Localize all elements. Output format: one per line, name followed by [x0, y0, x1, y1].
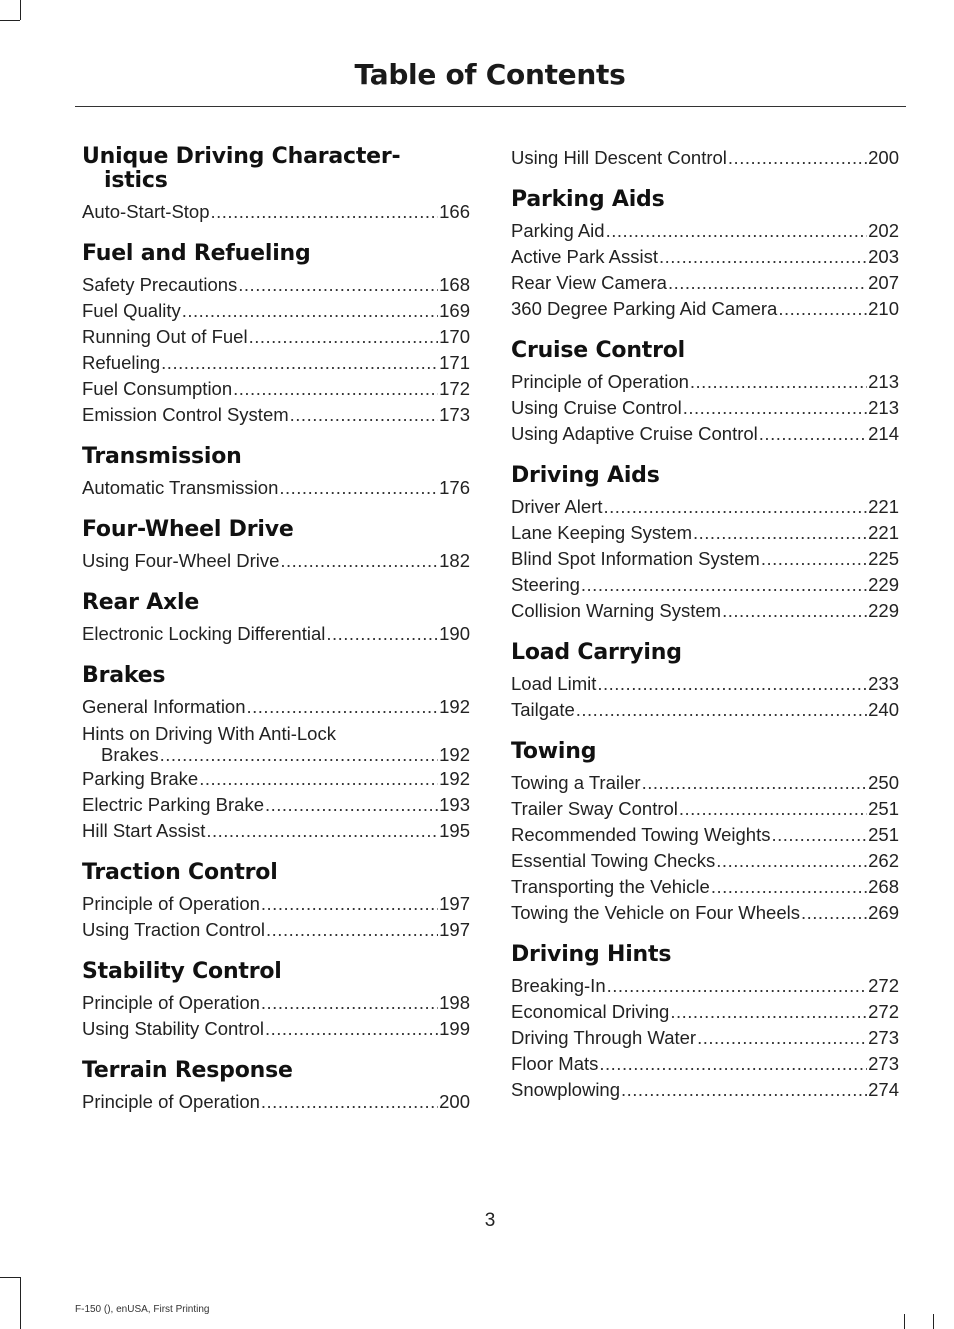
dot-leader [642, 770, 868, 796]
entry-row [82, 1089, 470, 1115]
toc-section [82, 445, 470, 501]
entry-row [511, 296, 899, 322]
toc-entry-link[interactable] [511, 395, 899, 421]
entry-page-number: 198 [439, 992, 470, 1013]
toc-entry-link[interactable] [82, 818, 470, 844]
entry-title: Load Limit [511, 673, 597, 694]
entry-row [82, 199, 470, 225]
toc-entry-link[interactable] [82, 891, 470, 917]
entry-row [82, 548, 470, 574]
entry-title: Tailgate [511, 699, 575, 720]
entry-row [82, 990, 470, 1016]
dot-leader [761, 546, 867, 572]
dot-leader [233, 376, 438, 402]
entry-title: 360 Degree Parking Aid Camera [511, 298, 778, 319]
dot-leader [160, 744, 439, 766]
dot-leader [266, 917, 438, 943]
dot-leader [265, 792, 438, 818]
toc-entry-link[interactable] [511, 822, 899, 848]
toc-section [82, 664, 470, 844]
toc-section [82, 145, 470, 225]
entry-page-number: 195 [439, 820, 470, 841]
dot-leader [621, 1077, 867, 1103]
toc-section [511, 641, 899, 723]
dot-leader [778, 296, 867, 322]
toc-entry-link[interactable] [82, 548, 470, 574]
entry-page-number: 225 [868, 548, 899, 569]
toc-section [511, 943, 899, 1103]
entry-title: Auto-Start-Stop [82, 201, 210, 222]
entry-row [511, 1051, 899, 1077]
entry-page-number: 251 [868, 798, 899, 819]
dot-leader [326, 621, 438, 647]
entry-row [82, 917, 470, 943]
entry-row [82, 376, 470, 402]
toc-entry-link[interactable] [511, 770, 899, 796]
entry-title: Using Traction Control [82, 919, 266, 940]
dot-leader [670, 999, 867, 1025]
entry-page-number: 229 [868, 574, 899, 595]
toc-entry-link[interactable] [511, 494, 899, 520]
entry-page-number: 221 [868, 522, 899, 543]
entry-title: Recommended Towing Weights [511, 824, 771, 845]
dot-leader [261, 990, 438, 1016]
entry-row [82, 324, 470, 350]
entry-page-number: 213 [868, 397, 899, 418]
entry-title: Principle of Operation [511, 371, 689, 392]
crop-mark-top-left-h [0, 20, 20, 21]
section-heading-line: istics [104, 168, 168, 193]
section-heading: Four-Wheel Drive [82, 517, 294, 542]
entry-row [511, 999, 899, 1025]
toc-entry-link[interactable] [82, 766, 470, 792]
entry-title: Hill Start Assist [82, 820, 206, 841]
toc-section [511, 464, 899, 624]
dot-leader [690, 369, 867, 395]
section-heading: Fuel and Refueling [82, 241, 311, 266]
toc-entry-link[interactable] [82, 917, 470, 943]
entry-row [82, 766, 470, 792]
toc-section [82, 518, 470, 574]
dot-leader [581, 572, 867, 598]
entry-row [82, 350, 470, 376]
entry-page-number: 221 [868, 496, 899, 517]
entry-title: Electronic Locking Differential [82, 623, 326, 644]
entry-page-number: 169 [439, 300, 470, 321]
entry-page-number: 229 [868, 600, 899, 621]
dot-leader [683, 395, 867, 421]
entry-title: Parking Aid [511, 220, 605, 241]
entry-row [511, 572, 899, 598]
toc-entry-link[interactable] [511, 296, 899, 322]
toc-entry-link[interactable] [511, 369, 899, 395]
toc-entry-link[interactable] [511, 270, 899, 296]
entry-row [511, 369, 899, 395]
entry-row [82, 475, 470, 501]
entry-row [511, 671, 899, 697]
toc-entry-link[interactable] [82, 350, 470, 376]
dot-leader [679, 796, 867, 822]
toc-entry-link[interactable] [82, 694, 470, 720]
toc-entry-link[interactable] [82, 199, 470, 225]
entry-row [82, 818, 470, 844]
dot-leader [711, 874, 867, 900]
entry-page-number: 170 [439, 326, 470, 347]
section-heading: Towing [511, 739, 597, 764]
dot-leader [280, 548, 438, 574]
entry-row [511, 1025, 899, 1051]
entry-title: Snowplowing [511, 1079, 621, 1100]
entry-page-number: 166 [439, 201, 470, 222]
dot-leader [693, 520, 867, 546]
entry-page-number: 213 [868, 371, 899, 392]
title-divider [75, 106, 906, 107]
entry-row [511, 770, 899, 796]
toc-section [511, 339, 899, 447]
entry-title: Safety Precautions [82, 274, 238, 295]
entry-page-number: 200 [439, 1091, 470, 1112]
entry-row [511, 900, 899, 926]
entry-row [82, 792, 470, 818]
entry-row [82, 298, 470, 324]
entry-title: Towing a Trailer [511, 772, 641, 793]
entry-row [511, 395, 899, 421]
toc-entry-link[interactable] [511, 218, 899, 244]
entry-page-number: 192 [439, 768, 470, 789]
section-heading: Driving Aids [511, 463, 660, 488]
toc-entry-link[interactable] [82, 402, 470, 428]
entry-title: Principle of Operation [82, 893, 260, 914]
entry-title: Hints on Driving With Anti-Lock [82, 723, 336, 744]
entry-title: Using Four-Wheel Drive [82, 550, 280, 571]
entry-page-number: 192 [439, 744, 470, 765]
entry-row [511, 598, 899, 624]
toc-entry-link[interactable] [511, 697, 899, 723]
page-number: 3 [484, 1210, 496, 1231]
section-heading: Brakes [82, 663, 166, 688]
toc-entry-link[interactable] [511, 598, 899, 624]
section-heading: Terrain Response [82, 1058, 293, 1083]
toc-entry-link[interactable] [511, 572, 899, 598]
dot-leader [722, 598, 867, 624]
toc-entry-link[interactable] [511, 1077, 899, 1103]
entry-row [511, 697, 899, 723]
section-heading: Rear Axle [82, 590, 200, 615]
entry-title: Driving Through Water [511, 1027, 697, 1048]
entry-title: Using Hill Descent Control [511, 147, 727, 168]
entry-page-number: 262 [868, 850, 899, 871]
entry-row [82, 891, 470, 917]
entry-title: Driver Alert [511, 496, 603, 517]
entry-title: Refueling [82, 352, 161, 373]
entry-page-number: 190 [439, 623, 470, 644]
entry-row [511, 973, 899, 999]
entry-row [511, 1077, 899, 1103]
toc-entry-link[interactable] [82, 621, 470, 647]
dot-leader [249, 324, 439, 350]
entry-page-number: 214 [868, 423, 899, 444]
dot-leader [759, 421, 867, 447]
toc-entry-link[interactable] [511, 874, 899, 900]
dot-leader [199, 766, 438, 792]
entry-page-number: 202 [868, 220, 899, 241]
entry-title: Brakes [101, 744, 159, 765]
entry-page-number: 273 [868, 1053, 899, 1074]
entry-title: Principle of Operation [82, 992, 260, 1013]
entry-title: Towing the Vehicle on Four Wheels [511, 902, 800, 923]
dot-leader [728, 145, 867, 171]
toc-entry-link[interactable] [82, 376, 470, 402]
entry-title: Transporting the Vehicle [511, 876, 710, 897]
entry-page-number: 210 [868, 298, 899, 319]
section-heading [82, 145, 470, 193]
entry-page-number: 168 [439, 274, 470, 295]
entry-page-number: 172 [439, 378, 470, 399]
entry-row [82, 402, 470, 428]
dot-leader [279, 475, 438, 501]
toc-entry-link[interactable] [511, 546, 899, 572]
dot-leader [265, 1016, 438, 1042]
entry-page-number: 272 [868, 1001, 899, 1022]
entry-title: Collision Warning System [511, 600, 722, 621]
dot-leader [182, 298, 438, 324]
section-heading: Load Carrying [511, 640, 682, 665]
toc-entry-link[interactable] [82, 990, 470, 1016]
toc-left-column [82, 145, 470, 1132]
entry-page-number: 182 [439, 550, 470, 571]
entry-title: Steering [511, 574, 580, 595]
entry-title: Fuel Quality [82, 300, 181, 321]
dot-leader [604, 494, 868, 520]
dot-leader [238, 272, 438, 298]
entry-page-number: 197 [439, 919, 470, 940]
entry-page-number: 207 [868, 272, 899, 293]
toc-entry-link[interactable] [82, 1016, 470, 1042]
entry-page-number: 268 [868, 876, 899, 897]
toc-entry-link[interactable] [82, 720, 470, 766]
section-heading: Cruise Control [511, 338, 686, 363]
entry-row [511, 822, 899, 848]
entry-title: Emission Control System [82, 404, 289, 425]
toc-section [511, 740, 899, 926]
dot-leader [247, 694, 439, 720]
crop-mark-bottom-right-v2 [933, 1314, 934, 1329]
entry-page-number: 233 [868, 673, 899, 694]
entry-page-number: 250 [868, 772, 899, 793]
dot-leader [668, 270, 867, 296]
entry-row [511, 494, 899, 520]
entry-page-number: 203 [868, 246, 899, 267]
entry-page-number: 200 [868, 147, 899, 168]
entry-row [82, 744, 470, 766]
dot-leader [211, 199, 439, 225]
dot-leader [290, 402, 438, 428]
section-heading: Stability Control [82, 959, 282, 984]
entry-row [511, 145, 899, 171]
entry-title: Rear View Camera [511, 272, 667, 293]
toc-entry-link[interactable] [511, 900, 899, 926]
toc-entry-link[interactable] [82, 272, 470, 298]
entry-row [511, 421, 899, 447]
entry-title: Fuel Consumption [82, 378, 233, 399]
entry-title: Using Adaptive Cruise Control [511, 423, 758, 444]
entry-page-number: 269 [868, 902, 899, 923]
entry-row [82, 1016, 470, 1042]
entry-row [511, 874, 899, 900]
section-heading: Transmission [82, 444, 242, 469]
toc-entry-link[interactable] [511, 520, 899, 546]
dot-leader [801, 900, 867, 926]
entry-title: Breaking-In [511, 975, 606, 996]
entry-row [82, 621, 470, 647]
dot-leader [607, 973, 868, 999]
entry-page-number: 176 [439, 477, 470, 498]
dot-leader [716, 848, 867, 874]
toc-section [511, 145, 899, 171]
toc-entry-link[interactable] [511, 1025, 899, 1051]
section-heading-line: Unique Driving Character- [82, 144, 401, 169]
entry-page-number: 240 [868, 699, 899, 720]
dot-leader [771, 822, 867, 848]
entry-title: Using Cruise Control [511, 397, 682, 418]
dot-leader [597, 671, 867, 697]
toc-right-column [511, 145, 899, 1120]
entry-title: Running Out of Fuel [82, 326, 248, 347]
entry-page-number: 197 [439, 893, 470, 914]
entry-row [511, 244, 899, 270]
toc-entry-link[interactable] [82, 298, 470, 324]
toc-entry-link[interactable] [82, 324, 470, 350]
toc-section [511, 188, 899, 322]
toc-entry-link[interactable] [511, 999, 899, 1025]
toc-entry-link[interactable] [511, 244, 899, 270]
entry-row [511, 520, 899, 546]
crop-mark-top-left-v [20, 0, 21, 20]
entry-page-number: 199 [439, 1018, 470, 1039]
entry-row [511, 546, 899, 572]
section-heading: Driving Hints [511, 942, 672, 967]
dot-leader [206, 818, 438, 844]
entry-title: Active Park Assist [511, 246, 659, 267]
entry-title: Electric Parking Brake [82, 794, 264, 815]
entry-title: Trailer Sway Control [511, 798, 678, 819]
toc-section [82, 861, 470, 943]
dot-leader [576, 697, 867, 723]
entry-row [511, 848, 899, 874]
entry-page-number: 173 [439, 404, 470, 425]
entry-title: Parking Brake [82, 768, 199, 789]
footer-printing-info: F-150 (), enUSA, First Printing [75, 1304, 210, 1315]
crop-mark-bottom-left-h [0, 1277, 20, 1278]
entry-row [511, 270, 899, 296]
section-heading: Parking Aids [511, 187, 665, 212]
entry-page-number: 192 [439, 696, 470, 717]
dot-leader [161, 350, 438, 376]
entry-title: Using Stability Control [82, 1018, 264, 1039]
dot-leader [659, 244, 867, 270]
entry-title: General Information [82, 696, 246, 717]
entry-row [82, 694, 470, 720]
entry-page-number: 273 [868, 1027, 899, 1048]
toc-entry-link[interactable] [511, 796, 899, 822]
entry-title: Blind Spot Information System [511, 548, 760, 569]
entry-title: Principle of Operation [82, 1091, 260, 1112]
section-heading: Traction Control [82, 860, 278, 885]
entry-row [511, 218, 899, 244]
toc-entry-link[interactable] [511, 671, 899, 697]
entry-title: Essential Towing Checks [511, 850, 716, 871]
dot-leader [261, 891, 438, 917]
entry-title: Lane Keeping System [511, 522, 693, 543]
dot-leader [606, 218, 868, 244]
entry-title: Floor Mats [511, 1053, 599, 1074]
toc-entry-link[interactable] [511, 1051, 899, 1077]
dot-leader [261, 1089, 438, 1115]
crop-mark-bottom-right-v1 [904, 1314, 905, 1329]
toc-entry-link[interactable] [511, 848, 899, 874]
page-title: Table of Contents [354, 58, 626, 91]
dot-leader [599, 1051, 867, 1077]
entry-title: Economical Driving [511, 1001, 670, 1022]
toc-section [82, 242, 470, 428]
entry-page-number: 251 [868, 824, 899, 845]
toc-entry-link[interactable] [511, 421, 899, 447]
entry-title: Automatic Transmission [82, 477, 279, 498]
toc-section [82, 960, 470, 1042]
toc-entry-link[interactable] [82, 792, 470, 818]
entry-page-number: 272 [868, 975, 899, 996]
crop-mark-bottom-left-v [20, 1277, 21, 1329]
entry-page-number: 193 [439, 794, 470, 815]
entry-row [82, 272, 470, 298]
toc-section [82, 1059, 470, 1115]
toc-entry-link[interactable] [511, 145, 899, 171]
toc-section [82, 591, 470, 647]
toc-entry-link[interactable] [82, 475, 470, 501]
entry-row [511, 796, 899, 822]
entry-page-number: 274 [868, 1079, 899, 1100]
toc-entry-link[interactable] [511, 973, 899, 999]
dot-leader [697, 1025, 867, 1051]
toc-entry-link[interactable] [82, 1089, 470, 1115]
entry-page-number: 171 [439, 352, 470, 373]
